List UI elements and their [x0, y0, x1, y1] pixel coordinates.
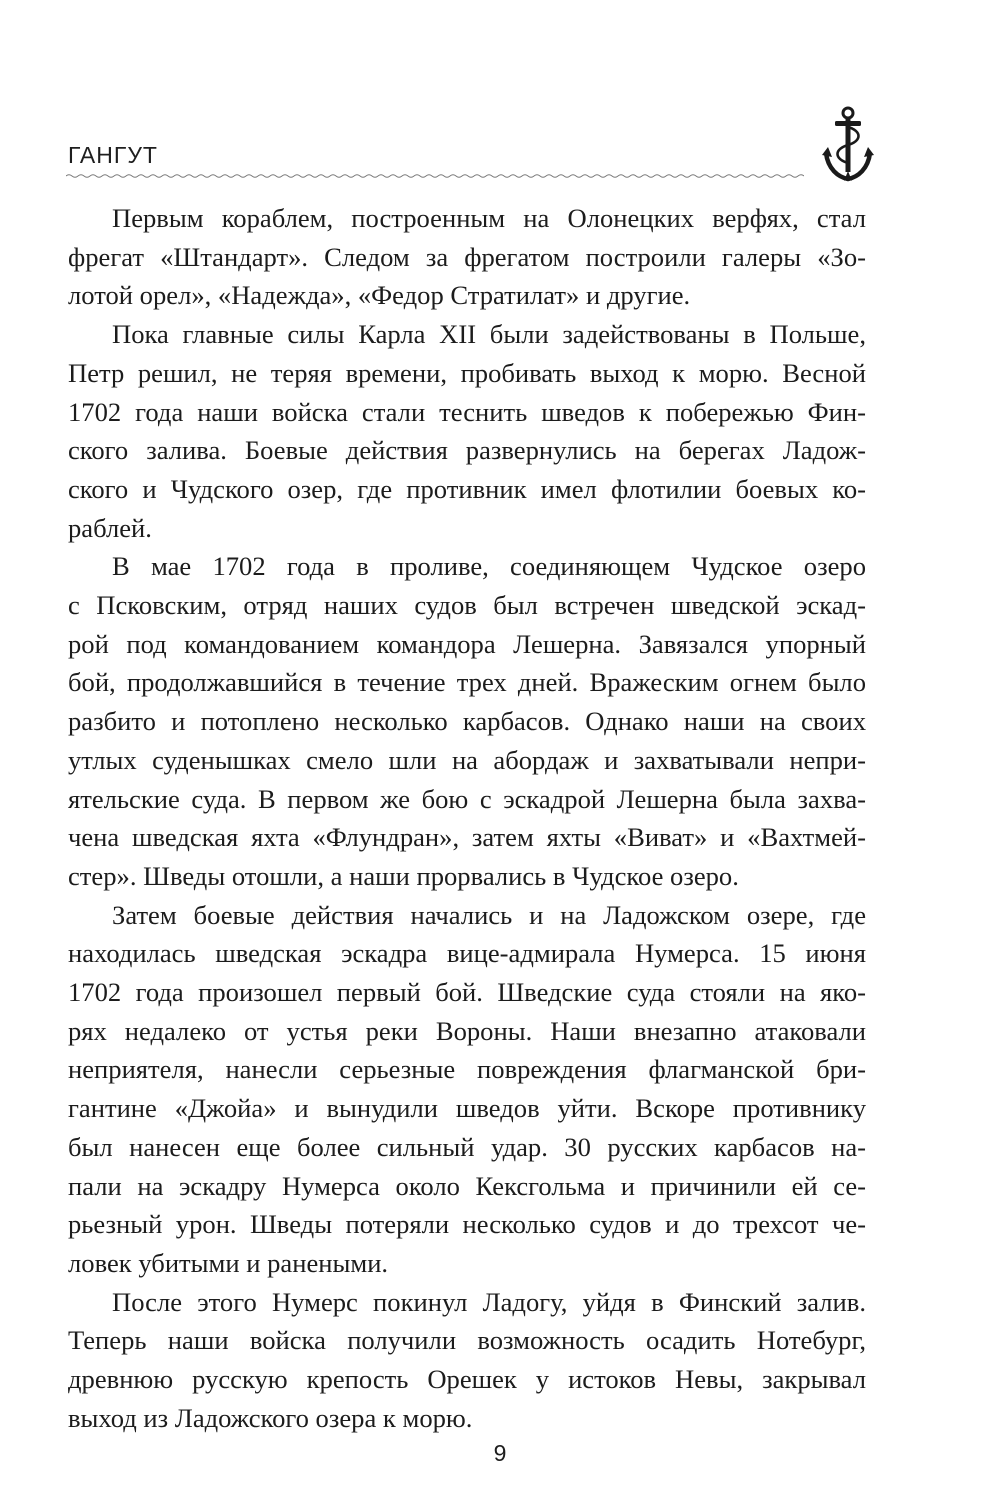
- text-line: ятельские суда. В первом же бою с эскадрой Лешерна была захва-: [68, 783, 866, 814]
- running-header-title: ГАНГУТ: [68, 142, 158, 168]
- paragraph: [68, 896, 866, 1283]
- text-line: стер». Шведы отошли, а наши прорвались в Чудское озеро.: [68, 860, 739, 891]
- article-body: [68, 199, 866, 1438]
- page-number: 9: [493, 1440, 507, 1466]
- header-wavy-rule: [66, 172, 804, 180]
- text-line: бой, продолжавшийся в течение трех дней. Вражеским огнем было: [68, 667, 866, 698]
- text-line: рой под командованием командора Лешерна. Завязался упорный: [68, 628, 866, 659]
- text-line: ского залива. Боевые действия развернулись на берегах Ладож-: [68, 435, 866, 466]
- paragraph: [68, 547, 866, 895]
- text-line: с Псковским, отряд наших судов был встречен шведской эскад-: [68, 590, 866, 621]
- text-line: фрегат «Штандарт». Следом за фрегатом построили галеры «Зо-: [68, 241, 866, 272]
- text-line: После этого Нумерс покинул Ладогу, уйдя в Финский залив.: [112, 1286, 866, 1317]
- text-line: лотой орел», «Надежда», «Федор Стратилат» и другие.: [68, 280, 691, 311]
- text-line: Пока главные силы Карла XII были задействованы в Польше,: [112, 319, 866, 350]
- anchor-icon: [822, 105, 874, 185]
- text-line: был нанесен еще более сильный удар. 30 русских карбасов на-: [68, 1131, 866, 1162]
- text-line: утлых суденышках смело шли на абордаж и захватывали непри-: [68, 744, 866, 775]
- text-line: В мае 1702 года в проливе, соединяющем Чудское озеро: [112, 551, 866, 582]
- text-line: раблей.: [68, 512, 152, 543]
- text-line: неприятеля, нанесли серьезные повреждения флагманской бри-: [68, 1054, 866, 1085]
- text-line: рьезный урон. Шведы потеряли несколько судов и до трехсот че-: [68, 1209, 866, 1240]
- paragraph: [68, 315, 866, 547]
- text-line: пали на эскадру Нумерса около Кексгольма и причинили ей се-: [68, 1170, 866, 1201]
- text-line: Теперь наши войска получили возможность осадить Нотебург,: [68, 1325, 866, 1356]
- text-line: Первым кораблем, построенным на Олонецких верфях, стал: [112, 203, 866, 233]
- text-line: 1702 года произошел первый бой. Шведские суда стояли на яко-: [68, 977, 866, 1008]
- paragraph: [68, 199, 866, 315]
- text-line: ловек убитыми и ранеными.: [68, 1247, 389, 1278]
- text-line: выход из Ладожского озера к морю.: [68, 1402, 473, 1433]
- text-line: древнюю русскую крепость Орешек у истоков Невы, закрывал: [68, 1364, 866, 1395]
- text-line: Затем боевые действия начались и на Ладожском озере, где: [112, 899, 866, 930]
- text-line: 1702 года наши войска стали теснить шведов к побережью Фин-: [68, 396, 866, 427]
- text-line: находилась шведская эскадра вице-адмирала Нумерса. 15 июня: [68, 938, 866, 969]
- text-line: ского и Чудского озер, где противник имел флотилии боевых ко-: [68, 473, 866, 504]
- text-line: гантине «Джойа» и вынудили шведов уйти. Вскоре противнику: [68, 1093, 866, 1124]
- text-line: рях недалеко от устья реки Вороны. Наши внезапно атаковали: [68, 1015, 866, 1046]
- text-line: Петр решил, не теряя времени, пробивать выход к морю. Весной: [68, 357, 866, 388]
- text-line: чена шведская яхта «Флундран», затем яхты «Виват» и «Вахтмей-: [68, 822, 866, 853]
- text-line: разбито и потоплено несколько карбасов. Однако наши на своих: [68, 706, 866, 737]
- paragraph: [68, 1283, 866, 1438]
